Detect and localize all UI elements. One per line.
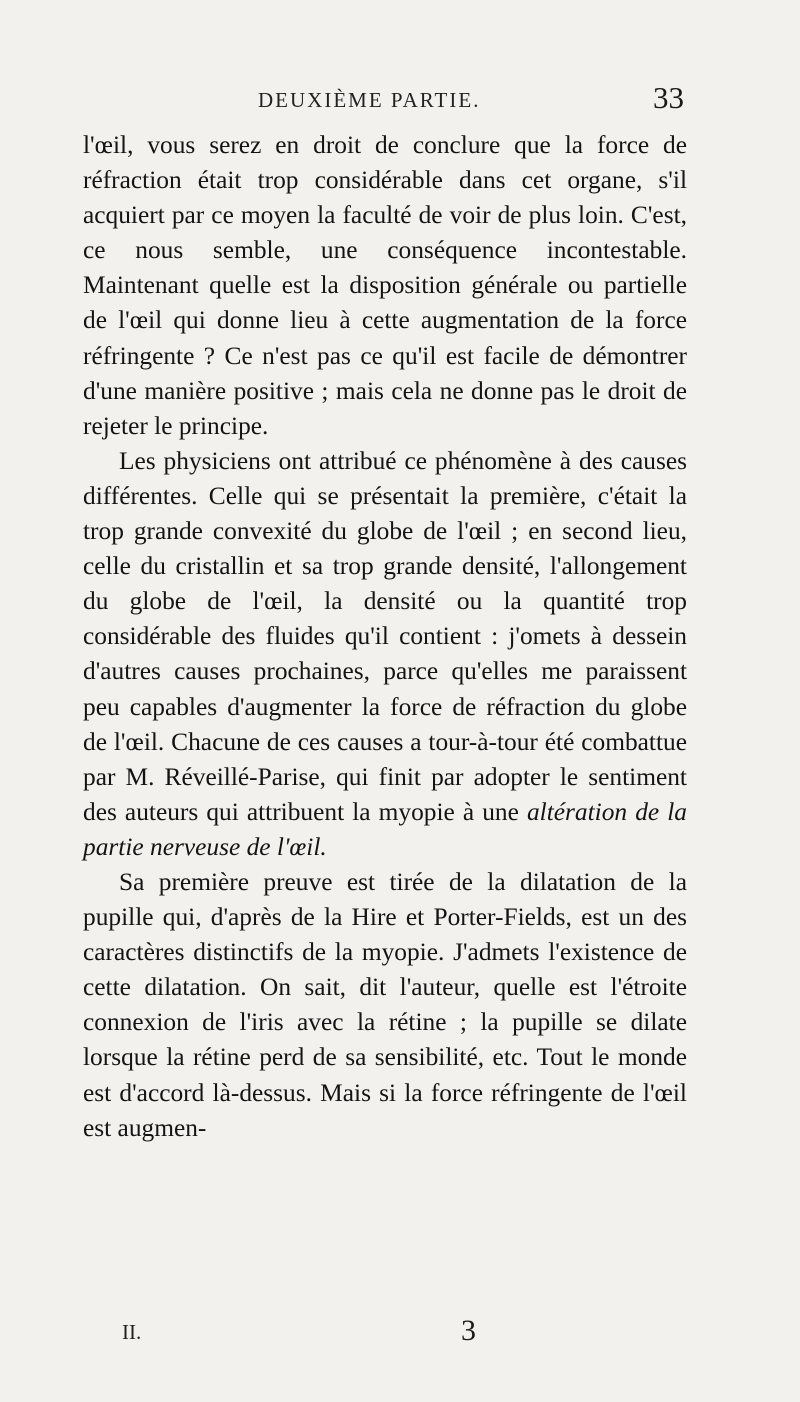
paragraph-3-text: Sa première preuve est tirée de la dilatation de la pupille qui, d'après de la Hire et Porter-Fields, est un des caractères distinctifs de la myopie. J'admets l'existence de cette dilatation. On sait, dit l'auteur, quelle est l'étroite connexion de l'iris avec la rétine ; la pupille se dilate lorsque la rétine perd de sa sensibilité, etc. Tout le monde est d'accord là-dessus. Mais si la force réfringente de l'œil est augmen- <box>83 867 687 1142</box>
paragraph-2-text: Les physiciens ont attribué ce phénomène à des causes différentes. Celle qui se présentait la première, c'était la trop grande convexité du globe de l'œil ; en second lieu, celle du cristallin et sa trop grande densité, l'allongement du globe de l'œil, la densité ou la quantité trop considérable des fluides qu'il contient : j'omets à dessein d'autres causes prochaines, parce qu'elles me paraissent peu capables d'augmenter la force de réfraction du globe de l'œil. Chacune de ces causes a tour-à-tour été combattue par M. Réveillé-Parise, qui finit par adopter le sentiment des auteurs qui attribuent la myopie à une <box>83 446 687 826</box>
signature-number: 3 <box>461 1314 476 1347</box>
paragraph-1-text: l'œil, vous serez en droit de conclure que la force de réfraction était trop considérable dans cet organe, s'il acquiert par ce moyen la faculté de voir de plus loin. C'est, ce nous semble, une conséquence incontestable. Maintenant quelle est la disposition générale ou partielle de l'œil qui donne lieu à cette augmentation de la force réfringente ? Ce n'est pas ce qu'il est facile de démontrer d'une manière positive ; mais cela ne donne pas le droit de rejeter le principe. <box>83 131 687 440</box>
paragraph-3 <box>83 865 687 1146</box>
signature-mark: II. <box>122 1320 142 1344</box>
page-number: 33 <box>653 80 684 115</box>
paragraph-2-italic: altération de la partie nerveuse de l'œil. <box>83 797 687 861</box>
running-title: DEUXIÈME PARTIE. <box>258 88 481 112</box>
paragraph-2 <box>83 444 687 865</box>
paragraph-1 <box>83 128 687 444</box>
body-text <box>83 128 687 1146</box>
